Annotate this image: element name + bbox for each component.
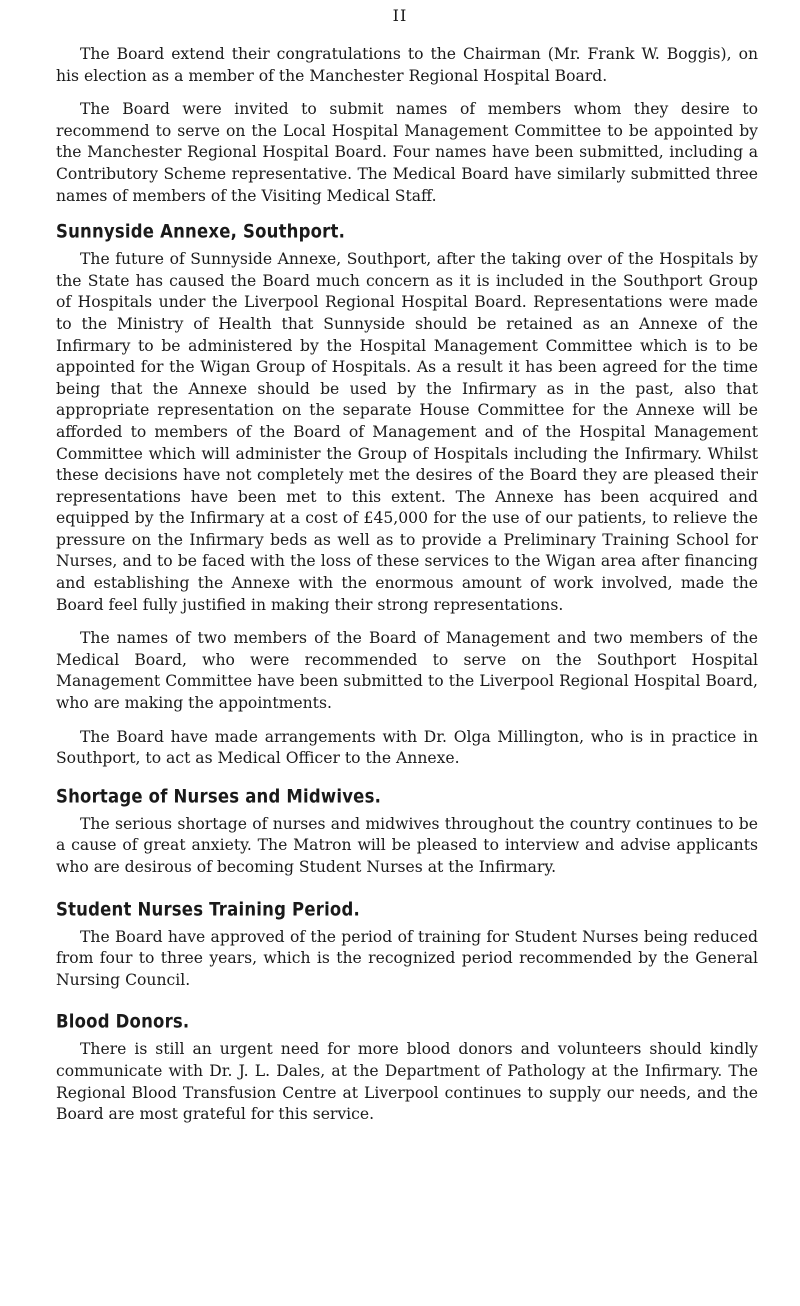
section-heading-shortage-of-nurses: Shortage of Nurses and Midwives. <box>56 785 382 807</box>
section-heading-student-nurses-training: Student Nurses Training Period. <box>56 898 360 920</box>
section-paragraph: The future of Sunnyside Annexe, Southport, after the taking over of the Hospitals by the State has caused the Board much concern as it is included in the Southport Group of Hospitals under the Liverpool Regional Hospital Board. Representations were made to the Ministry of Health that Sunnyside should be retained as an Annexe of the Infirmary to be administered by the Hospital Management Committee which is to be appointed for the Wigan Group of Hospitals. As a result it has been agreed for the time being that the Annexe should be used by the Infirmary as in the past, also that appropriate representation on the separate House Committee for the Annexe will be afforded to members of the Board of Management and of the Hospital Management Committee which will administer the Group of Hospitals including the Infirmary. Whilst these decisions have not completely met the desires of the Board they are pleased their representations have been met to this extent. The Annexe has been acquired and equipped by the Infirmary at a cost of £45,000 for the use of our patients, to relieve the pressure on the Infirmary beds as well as to provide a Preliminary Training School for Nurses, and to be faced with the loss of these services to the Wigan area after financing and establishing the Annexe with the enormous amount of work involved, made the Board feel fully justified in making their strong representations. <box>56 250 758 614</box>
page-number: II <box>392 6 408 25</box>
section-paragraph: The names of two members of the Board of Management and two members of the Medical Board, who were recommended to serve on the Southport Hospital Management Committee have been submitted to the Liverpool Regional Hospital Board, who are making the appointments. <box>56 629 758 713</box>
section-heading-sunnyside-annexe: Sunnyside Annexe, Southport. <box>56 220 346 243</box>
section-heading-blood-donors: Blood Donors. <box>56 1011 190 1033</box>
section-paragraph: The serious shortage of nurses and midwives throughout the country continues to be a cause of great anxiety. The Matron will be pleased to interview and advise applicants who are desirous of becoming Student Nurses at the Infirmary. <box>56 814 758 876</box>
section-paragraph: There is still an urgent need for more blood donors and volunteers should kindly communicate with Dr. J. L. Dales, at the Department of Pathology at the Infirmary. The Regional Blood Transfusion Centre at Liverpool continues to supply our needs, and the Board are most grateful for this service. <box>56 1040 758 1124</box>
section-paragraph: The Board have made arrangements with Dr. Olga Millington, who is in practice in Southport, to act as Medical Officer to the Annexe. <box>56 727 758 768</box>
document-body <box>56 44 758 1126</box>
intro-paragraph: The Board were invited to submit names of members whom they desire to recommend to serve on the Local Hospital Management Committee to be appointed by the Manchester Regional Hospital Board. Four names have been submitted, including a Contributory Scheme representative. The Medical Board have similarly submitted three names of members of the Visiting Medical Staff. <box>56 100 758 205</box>
intro-paragraph: The Board extend their congratulations to the Chairman (Mr. Frank W. Boggis), on his election as a member of the Manchester Regional Hospital Board. <box>56 45 758 85</box>
section-paragraph: The Board have approved of the period of training for Student Nurses being reduced from four to three years, which is the recognized period recommended by the General Nursing Council. <box>56 927 758 989</box>
